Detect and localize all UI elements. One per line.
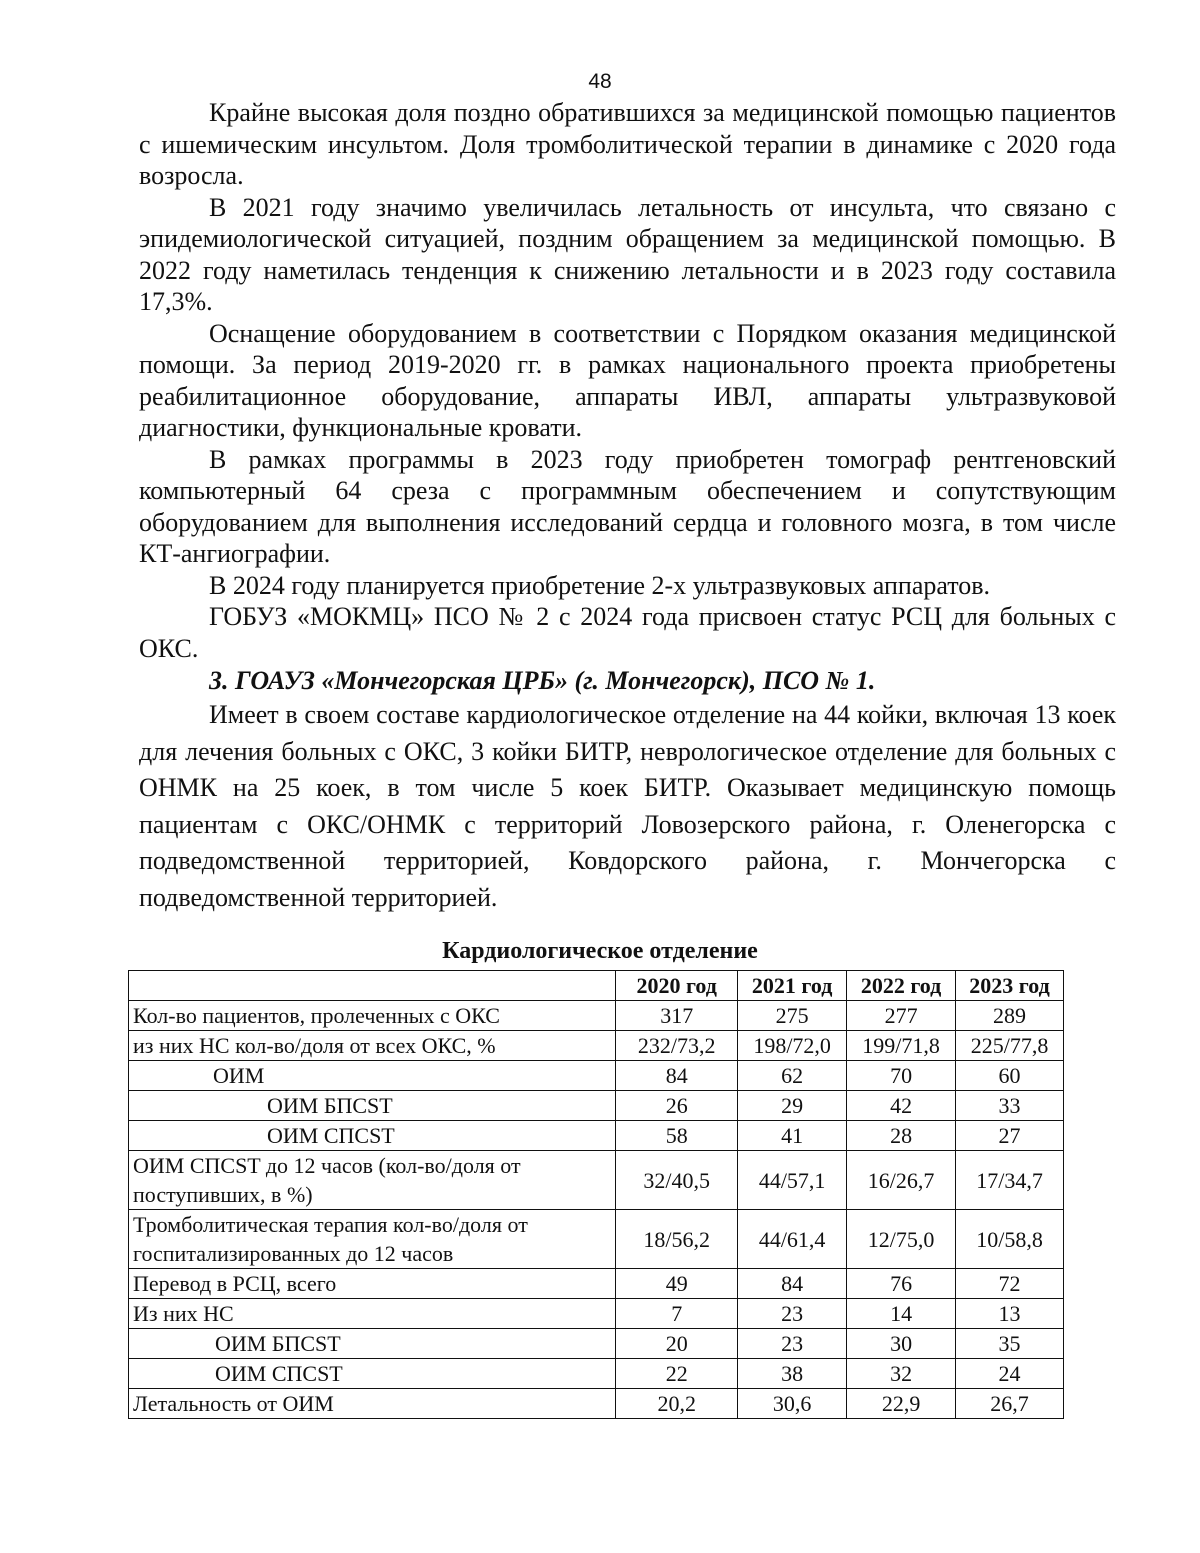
section-body: Имеет в своем составе кардиологическое отделение на 44 койки, включая 13 коек для лечения больных с ОКС, 3 койки БИТР, неврологическое отделение для больных с ОНМК на 25 коек, в том числе 5 коек БИТР. Оказывает медицинскую помощь пациентам с ОКС/ОНМК с территорий Ловозерского района, г. Оленегорска с подведомственной территорией, Ковдорского района, г. Мончегорска с подведомственной территорией. (139, 700, 1116, 912)
table-cell: 84 (616, 1061, 738, 1091)
table-cell: 232/73,2 (616, 1031, 738, 1061)
row-label: Перевод в РСЦ, всего (129, 1269, 616, 1299)
table-cell: 13 (956, 1299, 1064, 1329)
row-label: Кол-во пациентов, пролеченных с ОКС (129, 1001, 616, 1031)
row-label: ОИМ СПСST (129, 1121, 616, 1151)
row-label: ОИМ СПСST до 12 часов (кол-во/доля от поступивших, в %) (129, 1151, 616, 1210)
table-header-row (129, 971, 1064, 1001)
table-cell: 38 (738, 1359, 847, 1389)
table-row (129, 1031, 1064, 1061)
table-row (129, 1091, 1064, 1121)
table-cell: 32/40,5 (616, 1151, 738, 1210)
table-cell: 22,9 (847, 1389, 956, 1419)
table-cell: 41 (738, 1121, 847, 1151)
table-cell: 199/71,8 (847, 1031, 956, 1061)
table-cell: 76 (847, 1269, 956, 1299)
table-cell: 29 (738, 1091, 847, 1121)
table-cell: 26,7 (956, 1389, 1064, 1419)
table-cell: 22 (616, 1359, 738, 1389)
section-heading: 3. ГОАУЗ «Мончегорская ЦРБ» (г. Мончегорск), ПСО № 1. (209, 666, 876, 695)
table-cell: 30,6 (738, 1389, 847, 1419)
paragraph-1: Крайне высокая доля поздно обратившихся за медицинской помощью пациентов с ишемическим инсультом. Доля тромболитической терапии в динамике с 2020 года возросла. (139, 98, 1116, 190)
table-cell: 20 (616, 1329, 738, 1359)
table-cell: 277 (847, 1001, 956, 1031)
table-row (129, 1329, 1064, 1359)
table-cell: 62 (738, 1061, 847, 1091)
row-label: ОИМ БПСST (129, 1329, 616, 1359)
table-row (129, 1389, 1064, 1419)
table-cell: 275 (738, 1001, 847, 1031)
table-cell: 18/56,2 (616, 1210, 738, 1269)
table-row (129, 1269, 1064, 1299)
header-cell: 2023 год (956, 971, 1064, 1001)
table-row (129, 1299, 1064, 1329)
table-row (129, 1151, 1064, 1210)
header-cell: 2021 год (738, 971, 847, 1001)
table-cell: 72 (956, 1269, 1064, 1299)
table-cell: 49 (616, 1269, 738, 1299)
table-cell: 30 (847, 1329, 956, 1359)
page-number: 48 (588, 70, 612, 93)
table-cell: 26 (616, 1091, 738, 1121)
table-cell: 84 (738, 1269, 847, 1299)
paragraph-5: В 2024 году планируется приобретение 2-х ультразвуковых аппаратов. (209, 570, 991, 600)
table-cell: 58 (616, 1121, 738, 1151)
table-cell: 33 (956, 1091, 1064, 1121)
table-cell: 14 (847, 1299, 956, 1329)
table-title: Кардиологическое отделение (442, 938, 758, 964)
row-label: ОИМ СПСST (129, 1359, 616, 1389)
table-row (129, 1061, 1064, 1091)
table-cell: 289 (956, 1001, 1064, 1031)
table-cell: 32 (847, 1359, 956, 1389)
table-cell: 42 (847, 1091, 956, 1121)
table-cell: 12/75,0 (847, 1210, 956, 1269)
table-cell: 20,2 (616, 1389, 738, 1419)
row-label: из них НС кол-во/доля от всех ОКС, % (129, 1031, 616, 1061)
row-label: Летальность от ОИМ (129, 1389, 616, 1419)
header-cell: 2020 год (616, 971, 738, 1001)
row-label: Из них НС (129, 1299, 616, 1329)
paragraph-6: ГОБУЗ «МОКМЦ» ПСО № 2 с 2024 года присвоен статус РСЦ для больных с ОКС. (139, 602, 1116, 663)
table-cell: 44/61,4 (738, 1210, 847, 1269)
row-label: ОИМ (129, 1061, 616, 1091)
cardiology-table (128, 970, 1064, 1419)
table-row (129, 1001, 1064, 1031)
table-cell: 23 (738, 1299, 847, 1329)
table-cell: 44/57,1 (738, 1151, 847, 1210)
table-row (129, 1210, 1064, 1269)
table-cell: 198/72,0 (738, 1031, 847, 1061)
table-cell: 16/26,7 (847, 1151, 956, 1210)
document-body (139, 97, 1116, 916)
table-cell: 225/77,8 (956, 1031, 1064, 1061)
row-label: ОИМ БПСST (129, 1091, 616, 1121)
table-cell: 70 (847, 1061, 956, 1091)
header-cell (129, 971, 616, 1001)
table-cell: 10/58,8 (956, 1210, 1064, 1269)
header-cell: 2022 год (847, 971, 956, 1001)
table-cell: 24 (956, 1359, 1064, 1389)
paragraph-3: Оснащение оборудованием в соответствии с Порядком оказания медицинской помощи. За период 2019-2020 гг. в рамках национального проекта приобретены реабилитационное оборудование, аппараты ИВЛ, аппараты ультразвуковой диагностики, функциональные кровати. (139, 318, 1116, 442)
row-label: Тромболитическая терапия кол-во/доля от госпитализированных до 12 часов (129, 1210, 616, 1269)
table-cell: 60 (956, 1061, 1064, 1091)
table-cell: 17/34,7 (956, 1151, 1064, 1210)
paragraph-2: В 2021 году значимо увеличилась летальность от инсульта, что связано с эпидемиологической ситуацией, поздним обращением за медицинской помощью. В 2022 году наметилась тенденция к снижению летальности и в 2023 году составила 17,3%. (139, 192, 1116, 316)
table-cell: 35 (956, 1329, 1064, 1359)
table-cell: 28 (847, 1121, 956, 1151)
table-cell: 7 (616, 1299, 738, 1329)
table-row (129, 1359, 1064, 1389)
table-cell: 317 (616, 1001, 738, 1031)
table-cell: 27 (956, 1121, 1064, 1151)
paragraph-4: В рамках программы в 2023 году приобретен томограф рентгеновский компьютерный 64 среза с программным обеспечением и сопутствующим оборудованием для выполнения исследований сердца и головного мозга, в том числе КТ-ангиографии. (139, 444, 1116, 568)
table-row (129, 1121, 1064, 1151)
table-cell: 23 (738, 1329, 847, 1359)
